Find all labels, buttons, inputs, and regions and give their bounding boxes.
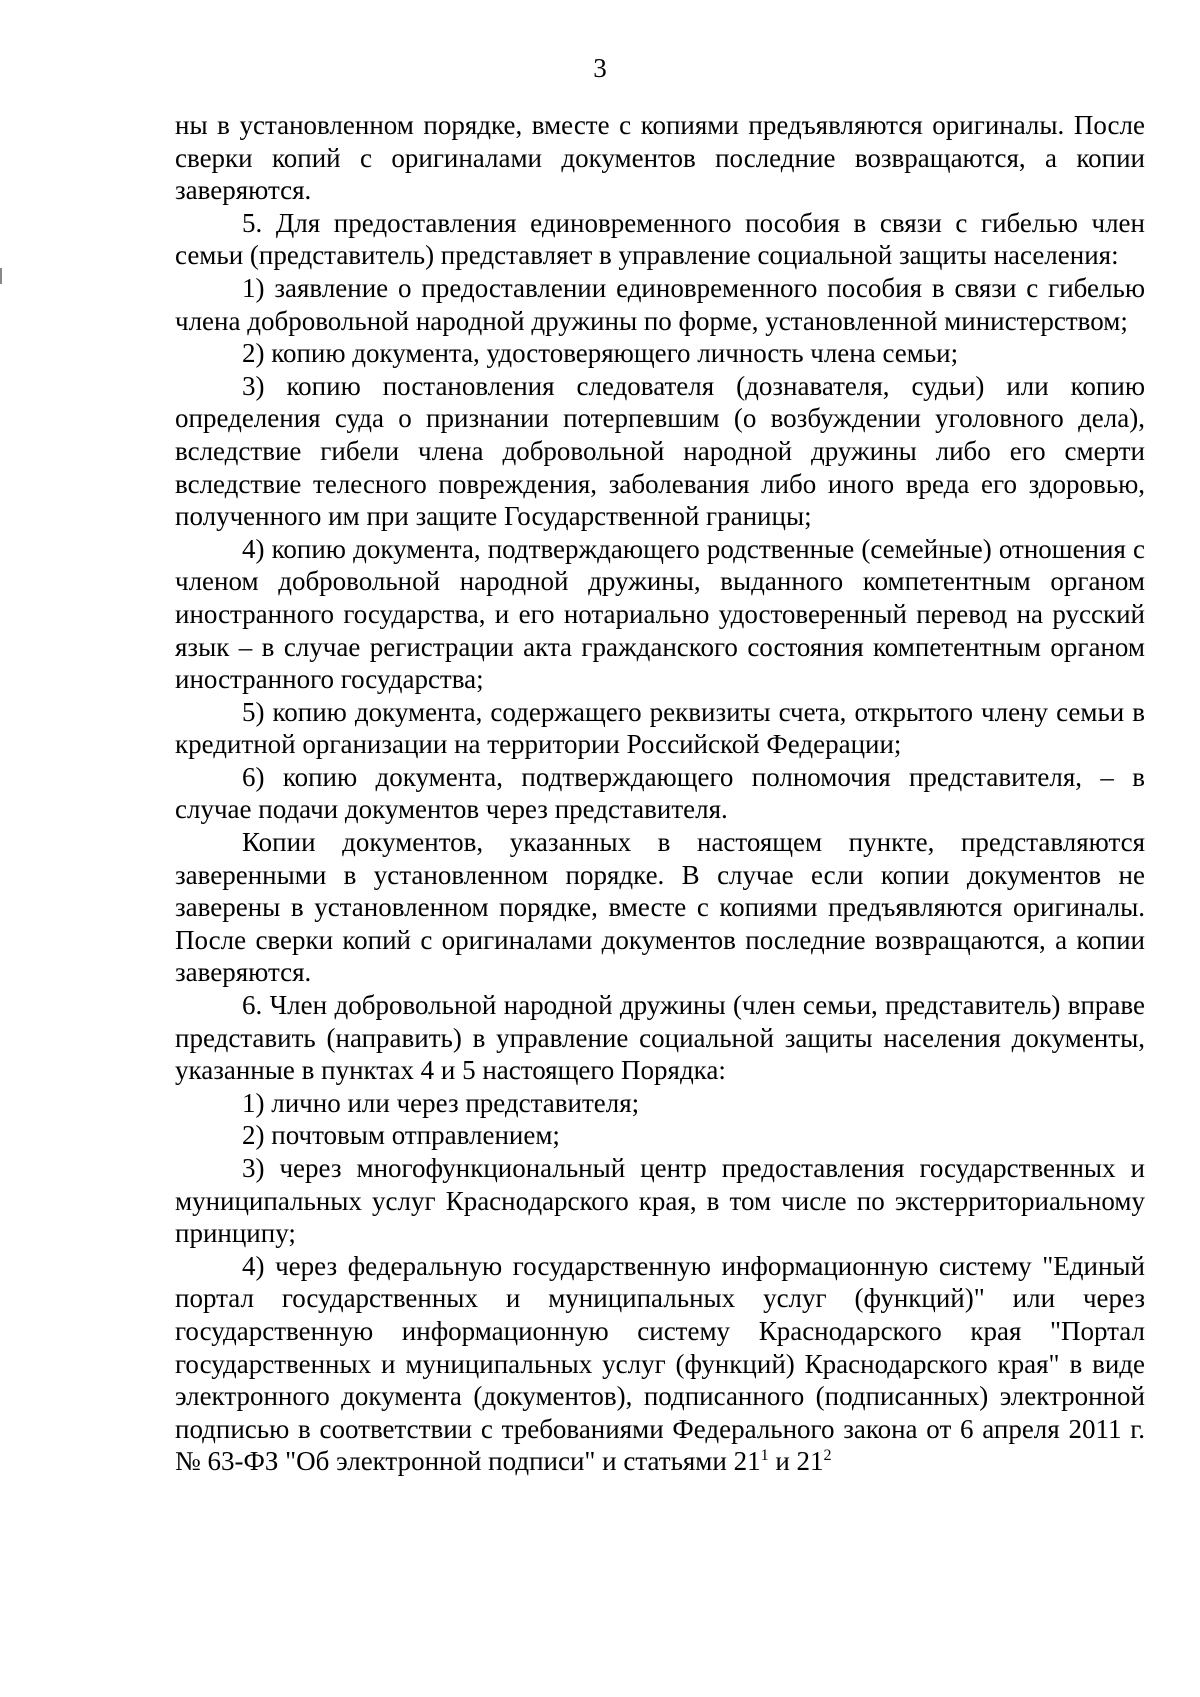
list-item-5-4: 4) копию документа, подтверждающего родственные (семейные) отношения с членом добровольной народной дружины, выданного компетентным органом иностранного государства, и его нотариально удостоверенный перевод на русский язык – в случае регистрации акта гражданского состояния компетентным органом иностранного государства; <box>175 533 1145 695</box>
list-item-6-2: 2) почтовым отправлением; <box>242 1120 560 1151</box>
list-item-6-1: 1) лично или через представителя; <box>242 1087 640 1118</box>
conjunction-text: и 21 <box>768 1446 824 1477</box>
superscript-2: 2 <box>823 1447 832 1465</box>
list-item-5-5: 5) копию документа, содержащего реквизиты счета, открытого члену семьи в кредитной организации на территории Российской Федерации; <box>175 696 1145 760</box>
paragraph-item-6: 6. Член добровольной народной дружины (член семьи, представитель) вправе представить (направить) в управление социальной защиты населения документы, указанные в пунктах 4 и 5 настоящего Порядка: <box>175 990 1145 1086</box>
paragraph-item-5: 5. Для предоставления единовременного пособия в связи с гибелью член семьи (представитель) представляет в управление социальной защиты населения: <box>175 207 1145 271</box>
list-item-6-3: 3) через многофункциональный центр предоставления государственных и муниципальных услуг Краснодарского края, в том числе по экстерриториальному принципу; <box>175 1153 1145 1249</box>
document-body <box>175 109 1145 1478</box>
list-item-6-4-text: 4) через федеральную государственную информационную систему "Единый портал государственных и муниципальных услуг (функций)" или через государственную информационную систему Краснодарского края "Портал государственных и муниципальных услуг (функций) Краснодарского края" в виде электронного документа (документов), подписанного (подписанных) электронной подписью в соответствии с требованиями Федерального закона от 6 апреля 2011 г. № 63-ФЗ "Об электронной подписи" и статьями 21 <box>175 1250 1145 1477</box>
scan-edge-mark <box>0 268 2 284</box>
list-item-5-2: 2) копию документа, удостоверяющего личность члена семьи; <box>242 338 959 369</box>
paragraph-continuation: ны в установленном порядке, вместе с копиями предъявляются оригиналы. После сверки копий с оригиналами документов последние возвращаются, а копии заверяются. <box>175 110 1145 206</box>
list-item-5-1: 1) заявление о предоставлении единовременного пособия в связи с гибелью члена добровольной народной дружины по форме, установленной министерством; <box>175 272 1145 336</box>
superscript-1: 1 <box>760 1447 769 1465</box>
list-item-5-6: 6) копию документа, подтверждающего полномочия представителя, – в случае подачи документов через представителя. <box>175 761 1145 825</box>
list-item-6-4 <box>175 1250 1145 1478</box>
paragraph-copies-note: Копии документов, указанных в настоящем пункте, представляются заверенными в установленном порядке. В случае если копии документов не заверены в установленном порядке, вместе с копиями предъявляются оригиналы. После сверки копий с оригиналами документов последние возвращаются, а копии заверяются. <box>175 827 1145 988</box>
list-item-5-3: 3) копию постановления следователя (дознавателя, судьи) или копию определения суда о признании потерпевшим (о возбуждении уголовного дела), вследствие гибели члена добровольной народной дружины либо его смерти вследствие телесного повреждения, заболевания либо иного вреда его здоровью, полученного им при защите Государственной границы; <box>175 370 1145 532</box>
page-number: 3 <box>593 53 607 83</box>
